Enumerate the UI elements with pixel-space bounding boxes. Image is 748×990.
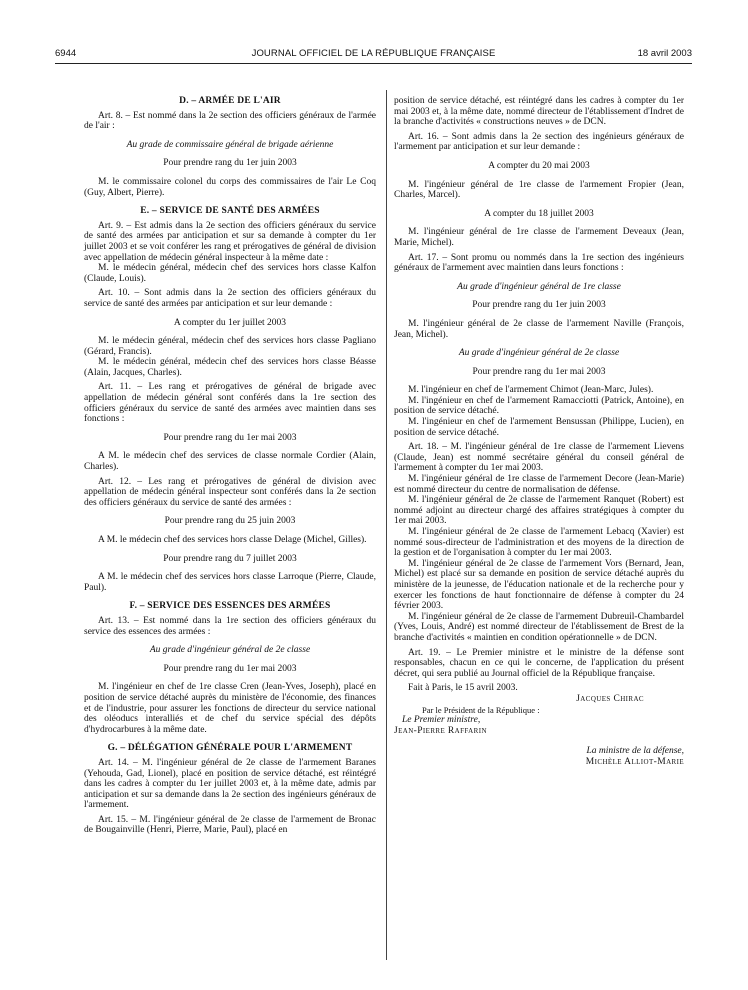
rank-date: Pour prendre rang du 25 juin 2003 (164, 516, 296, 527)
defence-minister-title: La ministre de la défense, (586, 746, 684, 757)
page-number: 6944 (55, 48, 77, 59)
appointee: M. l'ingénieur général de 1re classe de l'armement Fropier (Jean, Charles, Marcel). (394, 179, 684, 201)
article-19: Art. 19. – Le Premier ministre et le ministre de la défense sont responsables, chacun en ce qui le concerne, de l'application du présent décret, qui sera publié au Journal officiel de la République française. (394, 647, 684, 679)
grade-heading: Au grade d'ingénieur général de 2e classe (149, 645, 311, 656)
article-9: Art. 9. – Est admis dans la 2e section des officiers généraux du service de santé des armées par anticipation et sur sa demande à compter du 1er juillet 2003 et se voit conférer les rang et prérogatives de général de division avec appellation de médecin général inspecteur à la même date : (84, 220, 376, 263)
defence-minister-name: Michèle Alliot-Marie (585, 756, 684, 767)
appointee: A M. le médecin chef des services de classe normale Cordier (Alain, Charles). (84, 451, 376, 473)
rank-date: Pour prendre rang du 1er mai 2003 (163, 663, 297, 674)
journal-title: JOURNAL OFFICIEL DE LA RÉPUBLIQUE FRANÇAISE (251, 48, 496, 59)
rank-date: Pour prendre rang du 1er mai 2003 (472, 366, 606, 377)
prime-minister-name: Jean-Pierre Raffarin (394, 725, 487, 736)
appointee: M. l'ingénieur en chef de l'armement Ramacciotti (Patrick, Antoine), en position de service détaché. (394, 395, 684, 417)
article-8: Art. 8. – Est nommé dans la 2e section des officiers généraux de l'armée de l'air : (84, 110, 376, 132)
appointee: M. l'ingénieur général de 2e classe de l'armement Dubreuil-Chambardel (Yves, Louis, André) est nommé directeur de l'établissement de Brest de la branche d'activités « maintien en condition opérationnelle » de DCN. (394, 611, 684, 643)
header-rule (55, 63, 692, 64)
grade-heading: Au grade d'ingénieur général de 1re classe (457, 281, 621, 292)
appointee: M. l'ingénieur général de 2e classe de l'armement Vors (Bernard, Jean, Michel) est placé sur sa demande en position de service détaché auprès du ministère de la jeunesse, de l'éducation nationale et de la recherche pour y exercer les fonctions de haut fonctionnaire de défense à compter du 24 février 2003. (394, 558, 684, 612)
section-heading-e: E. – SERVICE DE SANTÉ DES ARMÉES (140, 206, 320, 217)
column-divider (386, 90, 387, 960)
rank-date: Pour prendre rang du 1er mai 2003 (163, 432, 297, 443)
appointee: M. l'ingénieur général de 2e classe de l'armement Ranquet (Robert) est nommé adjoint au directeur chargé des affaires stratégiques à compter du 1er mai 2003. (394, 495, 684, 527)
grade-heading: Au grade de commissaire général de brigade aérienne (126, 139, 334, 150)
appointee: M. le médecin général, médecin chef des services hors classe Béasse (Alain, Jacques, Charles). (84, 357, 376, 378)
article-15: Art. 15. – M. l'ingénieur général de 2e classe de l'armement de Bronac de Bougainville (Henri, Pierre, Marie, Paul), placé en (84, 814, 376, 836)
article-16: Art. 16. – Sont admis dans la 2e section des ingénieurs généraux de l'armement par anticipation et sur leur demande : (394, 131, 684, 153)
appointee: M. l'ingénieur en chef de 1re classe Cren (Jean-Yves, Joseph), placé en position de service détaché auprès du ministère de l'économie, des finances et de l'industrie, pour assurer les fonctions de directeur du service national des oléoducs interalliés et de chef du service spécial des dépôts d'hydrocarbures à la même date. (84, 682, 376, 735)
rank-date: Pour prendre rang du 7 juillet 2003 (163, 553, 297, 564)
section-heading-d: D. – ARMÉE DE L'AIR (179, 96, 281, 106)
prime-minister-title: Le Premier ministre, (402, 715, 481, 726)
appointee: M. l'ingénieur général de 2e classe de l'armement Lebacq (Xavier) est nommé sous-directeur de l'administration et des moyens de la direction de la gestion et de l'organisation à compter du 1er mai 2003. (394, 527, 684, 559)
effective-date: A compter du 1er juillet 2003 (173, 317, 287, 328)
rank-date: Pour prendre rang du 1er juin 2003 (472, 300, 606, 311)
issue-date: 18 avril 2003 (637, 48, 692, 59)
article-12: Art. 12. – Les rang et prérogatives de général de division avec appellation de médecin général inspecteur sont conférés dans la 2e section des officiers généraux du service de santé des armées : (84, 476, 376, 508)
rank-date: Pour prendre rang du 1er juin 2003 (163, 158, 297, 169)
grade-heading: Au grade d'ingénieur général de 2e classe (458, 348, 620, 359)
page-header (55, 48, 692, 62)
right-column (394, 96, 684, 767)
section-heading-g: G. – DÉLÉGATION GÉNÉRALE POUR L'ARMEMENT (107, 743, 353, 754)
article-13: Art. 13. – Est nommé dans la 1re section des officiers généraux du service des essences des armées : (84, 615, 376, 637)
appointee: M. l'ingénieur général de 1re classe de l'armement Deveaux (Jean, Marie, Michel). (394, 227, 684, 248)
place-date: Fait à Paris, le 15 avril 2003. (408, 683, 518, 694)
appointee: M. l'ingénieur en chef de l'armement Bensussan (Philippe, Lucien), en position de service détaché. (394, 417, 684, 438)
article-14: Art. 14. – M. l'ingénieur général de 2e classe de l'armement Baranes (Yehouda, Gad, Lionel), placé en position de service détaché, est réintégré dans les cadres à compter du 1er juillet 2003 et, à la même date, admis par anticipation et sur sa demande dans la 2e section des ingénieurs généraux de l'armement. (84, 757, 376, 811)
effective-date: A compter du 18 juillet 2003 (484, 208, 594, 219)
appointee: M. l'ingénieur en chef de l'armement Chimot (Jean-Marc, Jules). (408, 385, 654, 396)
effective-date: A compter du 20 mai 2003 (488, 160, 590, 171)
appointee: M. l'ingénieur général de 2e classe de l'armement Naville (François, Jean, Michel). (394, 318, 684, 340)
article-17: Art. 17. – Sont promu ou nommés dans la 1re section des ingénieurs généraux de l'armement avec maintien dans leurs fonctions : (394, 252, 684, 274)
article-15-continued: position de service détaché, est réintégré dans les cadres à compter du 1er mai 2003 et, à la même date, nommé directeur de l'établissement d'Indret de la branche d'activités « constructions neuves » de DCN. (394, 96, 684, 128)
appointee: A M. le médecin chef des services hors classe Delage (Michel, Gilles). (98, 535, 367, 545)
appointee: M. le commissaire colonel du corps des commissaires de l'air Le Coq (Guy, Albert, Pierre). (84, 176, 376, 198)
appointee: M. l'ingénieur général de 1re classe de l'armement Decore (Jean-Marie) est nommé directeur du centre de normalisation de défense. (394, 474, 684, 495)
article-10: Art. 10. – Sont admis dans la 2e section des officiers généraux du service de santé des armées par anticipation et sur leur demande : (84, 288, 376, 309)
appointee: M. le médecin général, médecin chef des services hors classe Kalfon (Claude, Louis). (84, 263, 376, 284)
article-18: Art. 18. – M. l'ingénieur général de 1re classe de l'armement Lievens (Claude, Jean) est nommé secrétaire général du conseil général de l'armement à compter du 1er mai 2003. (394, 442, 684, 474)
signature-preamble: Par le Président de la République : (422, 704, 540, 715)
appointee: A M. le médecin chef des services hors classe Larroque (Pierre, Claude, Paul). (84, 572, 376, 593)
section-heading-f: F. – SERVICE DES ESSENCES DES ARMÉES (129, 601, 331, 612)
appointee: M. le médecin général, médecin chef des services hors classe Pagliano (Gérard, Francis). (84, 336, 376, 357)
article-11: Art. 11. – Les rang et prérogatives de général de brigade avec appellation de médecin général sont conférés dans la 1re section des officiers généraux du service de santé des armées avec maintien dans ses fonctions : (84, 382, 376, 425)
left-column (84, 96, 376, 836)
signatory-president: Jacques Chirac (576, 693, 644, 704)
